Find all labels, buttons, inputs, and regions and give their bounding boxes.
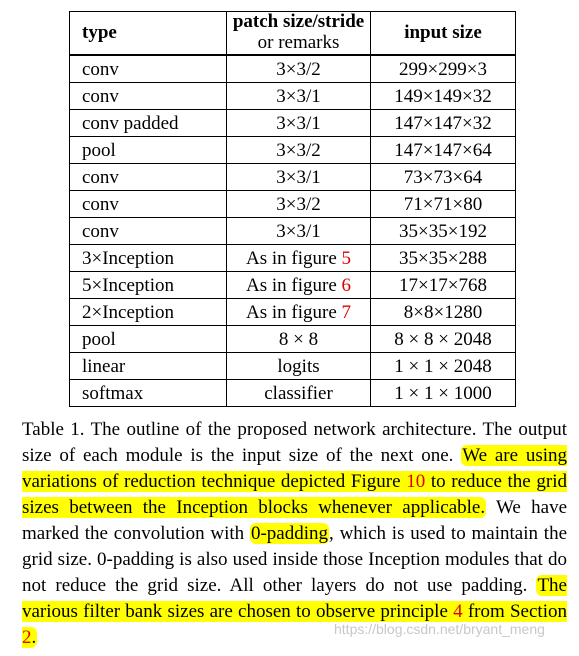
caption-text: . (31, 627, 37, 648)
table-row (70, 164, 516, 191)
cell-type: conv (70, 164, 227, 191)
cell-patch: 3×3/1 (227, 83, 371, 110)
cell-patch: 3×3/2 (227, 55, 371, 83)
cell-type: conv (70, 83, 227, 110)
cell-input: 73×73×64 (371, 164, 516, 191)
header-type: type (70, 12, 227, 56)
caption-text: We are using variations of reduction technique depicted Figure (22, 445, 567, 492)
cell-patch (227, 299, 371, 326)
cell-type: pool (70, 137, 227, 164)
cell-patch: 3×3/1 (227, 218, 371, 245)
caption-text: , which is used to maintain the grid size. 0-padding is also used inside those Inception modules that do not reduce the grid size. All other layers do not use padding. (22, 523, 568, 596)
cell-input: 35×35×288 (371, 245, 516, 272)
cell-type: 2×Inception (70, 299, 227, 326)
cell-type: conv padded (70, 110, 227, 137)
watermark: https://blog.csdn.net/bryant_meng (334, 621, 545, 637)
cell-input: 147×147×32 (371, 110, 516, 137)
table-row (70, 218, 516, 245)
cell-patch: 3×3/1 (227, 164, 371, 191)
figure-ref-link[interactable]: 6 (341, 274, 352, 296)
table-row (70, 110, 516, 137)
cell-patch: logits (227, 353, 371, 380)
cell-input: 299×299×3 (371, 55, 516, 83)
cell-patch: 3×3/2 (227, 191, 371, 218)
caption-text: The various filter bank sizes are chosen to observe principle (22, 575, 567, 622)
cell-patch (227, 245, 371, 272)
table-caption (22, 417, 567, 651)
cell-input: 147×147×64 (371, 137, 516, 164)
cell-patch: classifier (227, 380, 371, 407)
architecture-table (69, 11, 516, 407)
header-patch-size (227, 12, 371, 56)
table-row (70, 353, 516, 380)
cell-type: 3×Inception (70, 245, 227, 272)
cell-input: 17×17×768 (371, 272, 516, 299)
cell-type: conv (70, 191, 227, 218)
cell-patch (227, 272, 371, 299)
header-patch-line1: patch size/stride (232, 11, 365, 33)
figure-ref-link[interactable]: 10 (406, 471, 426, 492)
caption-text: We have marked the convolution with (22, 497, 568, 544)
caption-text: Table 1. The outline of the proposed network architecture. The output size of each module is the input size of the next one. (22, 419, 567, 466)
table-row (70, 272, 516, 299)
header-input-size: input size (371, 12, 516, 56)
cell-input: 35×35×192 (371, 218, 516, 245)
cell-input: 1 × 1 × 1000 (371, 380, 516, 407)
table-header-row (70, 12, 516, 56)
cell-type: 5×Inception (70, 272, 227, 299)
header-patch-line2: or remarks (257, 32, 340, 53)
table-row (70, 55, 516, 83)
highlighted-text: 0-padding (250, 523, 329, 544)
cell-input: 71×71×80 (371, 191, 516, 218)
cell-input: 8 × 8 × 2048 (371, 326, 516, 353)
cell-patch-text: As in figure (246, 301, 342, 323)
cell-type: pool (70, 326, 227, 353)
caption-text: to reduce the grid sizes between the Inception blocks whenever applicable. (22, 471, 567, 518)
cell-patch: 3×3/2 (227, 137, 371, 164)
cell-type: conv (70, 55, 227, 83)
cell-patch: 8 × 8 (227, 326, 371, 353)
table-row (70, 83, 516, 110)
cell-type: softmax (70, 380, 227, 407)
table-row (70, 326, 516, 353)
cell-input: 149×149×32 (371, 83, 516, 110)
cell-patch-text: As in figure (246, 247, 342, 269)
cell-patch: 3×3/1 (227, 110, 371, 137)
table-row (70, 137, 516, 164)
cell-input: 1 × 1 × 2048 (371, 353, 516, 380)
table-row (70, 380, 516, 407)
caption-text: from Section (462, 601, 567, 622)
cell-type: linear (70, 353, 227, 380)
table-row (70, 245, 516, 272)
cell-input: 8×8×1280 (371, 299, 516, 326)
principle-ref-link[interactable]: 4 (453, 601, 463, 622)
table-row (70, 299, 516, 326)
cell-patch-text: As in figure (246, 274, 342, 296)
cell-type: conv (70, 218, 227, 245)
figure-ref-link[interactable]: 7 (341, 301, 352, 323)
section-ref-link[interactable]: 2 (22, 627, 32, 648)
table-row (70, 191, 516, 218)
figure-ref-link[interactable]: 5 (341, 247, 352, 269)
